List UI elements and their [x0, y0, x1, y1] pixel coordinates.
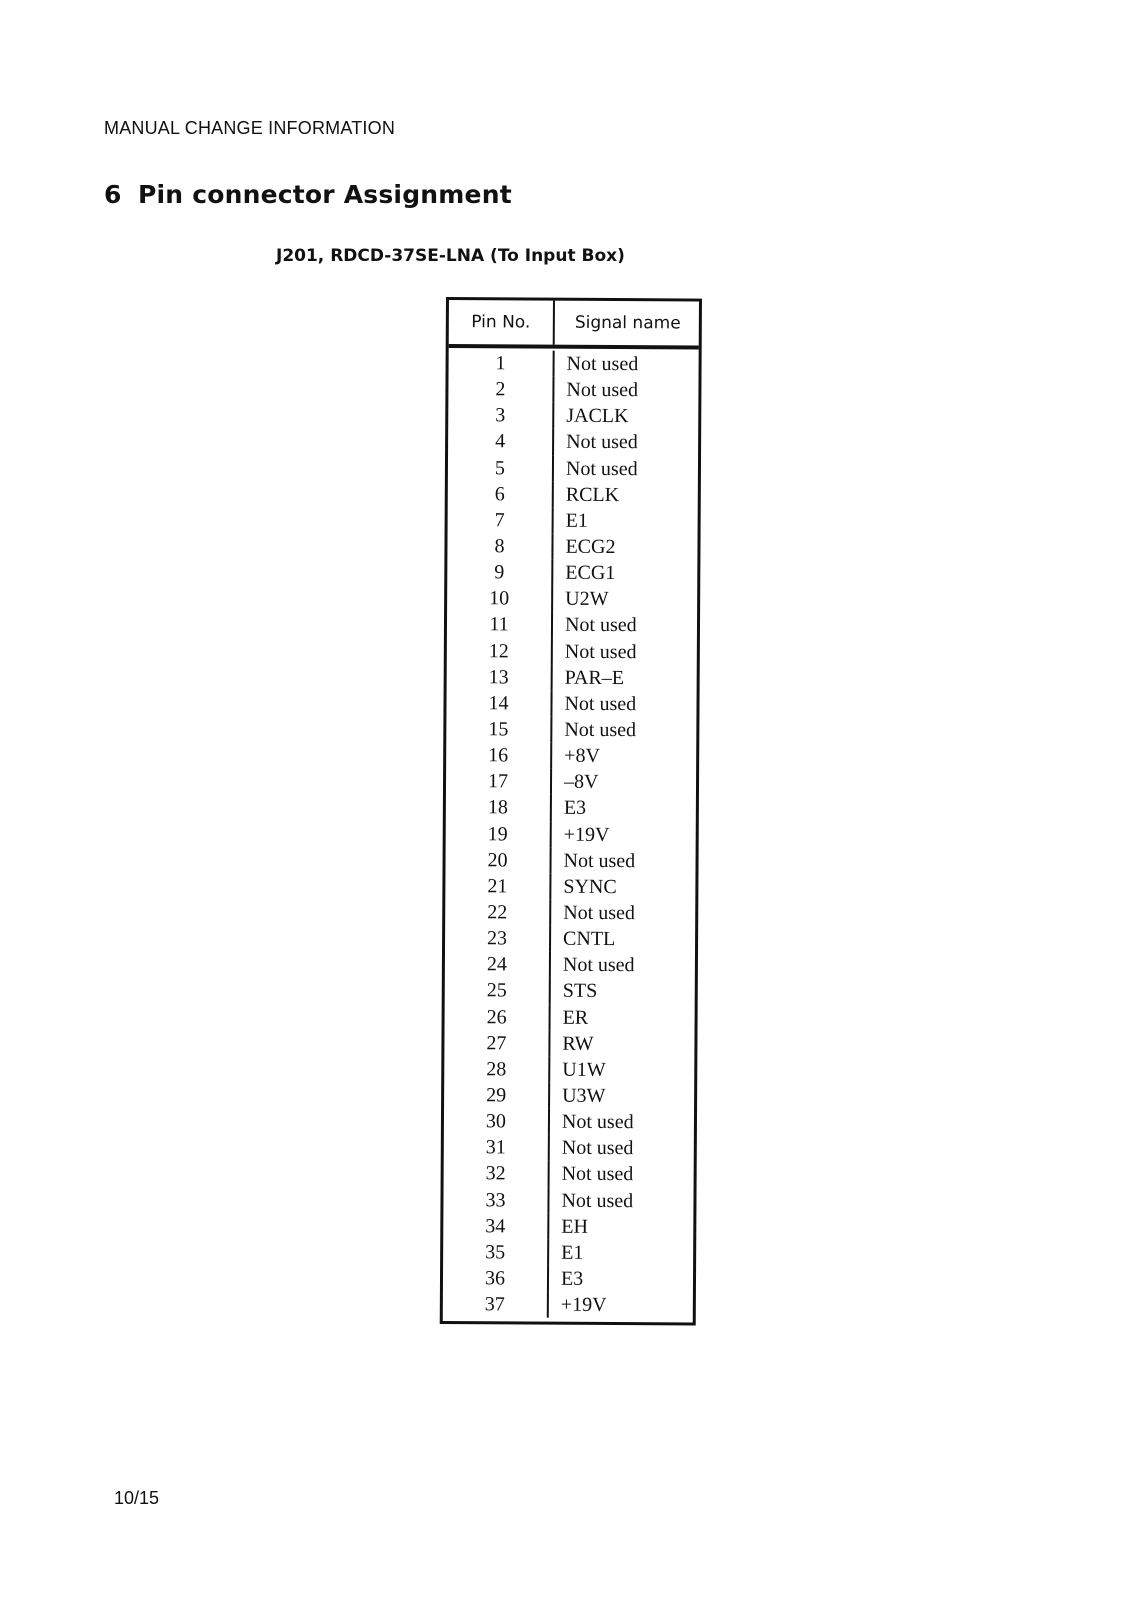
pin-number-cell: 16 [446, 742, 552, 769]
table-row [446, 716, 696, 744]
table-row [443, 1265, 693, 1293]
pin-number-cell: 34 [443, 1213, 549, 1240]
table-row [445, 847, 695, 875]
signal-name-cell: U2W [565, 587, 609, 611]
signal-name-cell: U1W [562, 1058, 606, 1081]
table-row [444, 1134, 694, 1162]
pin-number-cell: 17 [446, 768, 552, 795]
pin-number-cell: 30 [444, 1108, 550, 1135]
signal-name-cell: EH [561, 1215, 589, 1238]
pin-number-cell: 37 [443, 1291, 549, 1318]
table-row [448, 376, 698, 404]
section-heading [104, 180, 512, 209]
pin-number-cell: 20 [445, 847, 551, 874]
pin-number-cell: 27 [444, 1030, 550, 1057]
page-header: MANUAL CHANGE INFORMATION [104, 118, 396, 138]
pin-number-cell: 4 [448, 428, 554, 455]
table-row [446, 794, 696, 822]
signal-name-cell: Not used [565, 457, 638, 480]
signal-name-cell: RW [562, 1032, 594, 1055]
table-row [447, 559, 697, 587]
table-row [446, 742, 696, 770]
pin-number-cell: 23 [445, 925, 551, 952]
table-row [447, 638, 697, 666]
table-row [446, 690, 696, 718]
signal-name-cell: Not used [561, 1163, 634, 1186]
table-row [448, 428, 698, 456]
signal-name-cell: Not used [564, 692, 637, 715]
signal-name-cell: ECG1 [565, 561, 616, 585]
pin-number-cell: 32 [444, 1160, 550, 1187]
pin-number-cell: 35 [443, 1239, 549, 1266]
signal-name-cell: –8V [563, 770, 599, 794]
pin-number-cell: 8 [447, 533, 553, 560]
signal-name-cell: U3W [562, 1084, 606, 1107]
signal-name-cell: E1 [565, 509, 588, 532]
pin-number-cell: 7 [448, 507, 554, 534]
signal-name-cell: Not used [566, 378, 639, 402]
table-row [449, 350, 699, 378]
pin-number-cell: 12 [447, 638, 553, 665]
signal-name-cell: Not used [561, 1136, 634, 1160]
signal-name-cell: PAR–E [564, 666, 625, 689]
column-header-signal-name: Signal name [574, 312, 681, 334]
table-row [444, 1030, 694, 1058]
pin-number-cell: 10 [447, 585, 553, 612]
table-row [443, 1187, 693, 1215]
pin-number-cell: 28 [444, 1056, 550, 1083]
table-row [447, 533, 697, 561]
pin-number-cell: 6 [448, 481, 554, 508]
section-title: Pin connector Assignment [138, 180, 512, 209]
connector-subtitle: J201, RDCD-37SE-LNA (To Input Box) [276, 246, 625, 266]
signal-name-cell: Not used [563, 849, 636, 872]
pin-number-cell: 31 [444, 1134, 550, 1161]
pin-number-cell: 15 [446, 716, 552, 743]
table-row [444, 1108, 694, 1136]
table-row [448, 455, 698, 483]
pin-number-cell: 19 [446, 821, 552, 848]
table-row [448, 481, 698, 509]
table-header-row [449, 300, 699, 350]
signal-name-cell: ECG2 [565, 535, 616, 559]
pin-number-cell: 5 [448, 455, 554, 482]
pin-number-cell: 13 [447, 664, 553, 691]
pin-number-cell: 25 [445, 977, 551, 1004]
pin-number-cell: 26 [445, 1004, 551, 1031]
table-row [445, 977, 695, 1005]
signal-name-cell: +8V [564, 744, 601, 768]
pin-number-cell: 11 [447, 611, 553, 638]
table-row [446, 768, 696, 796]
signal-name-cell: Not used [564, 718, 637, 742]
section-number: 6 [104, 180, 122, 209]
pin-number-cell: 33 [443, 1187, 549, 1214]
table-row [445, 951, 695, 979]
pin-number-cell: 36 [443, 1265, 549, 1292]
pin-number-cell: 22 [445, 899, 551, 926]
signal-name-cell: +19V [560, 1293, 607, 1317]
table-row [445, 1004, 695, 1032]
pin-number-cell: 14 [446, 690, 552, 717]
table-row [444, 1082, 694, 1110]
pin-number-cell: 18 [446, 794, 552, 821]
table-row [448, 507, 698, 535]
signal-name-cell: Not used [564, 614, 637, 637]
signal-name-cell: Not used [566, 352, 639, 376]
signal-name-cell: E1 [561, 1241, 584, 1264]
table-row [444, 1160, 694, 1188]
signal-name-cell: Not used [561, 1110, 634, 1134]
pin-number-cell: 24 [445, 951, 551, 978]
signal-name-cell: STS [562, 980, 598, 1003]
pin-number-cell: 21 [445, 873, 551, 900]
table-row [444, 1056, 694, 1084]
signal-name-cell: Not used [566, 431, 638, 454]
table-row [443, 1291, 693, 1319]
signal-name-cell: E3 [563, 797, 587, 820]
table-row [443, 1239, 693, 1267]
table-row [443, 1213, 693, 1241]
table-row [447, 664, 697, 692]
signal-name-cell: SYNC [563, 875, 617, 898]
table-row [447, 585, 697, 613]
table-body [443, 348, 699, 1323]
signal-name-cell: +19V [563, 823, 610, 846]
column-header-pin-no: Pin No. [449, 300, 555, 345]
signal-name-cell: RCLK [565, 483, 620, 506]
table-row [447, 611, 697, 639]
pin-number-cell: 3 [448, 402, 554, 429]
signal-name-cell: Not used [562, 953, 635, 977]
signal-name-cell: CNTL [563, 927, 616, 951]
pin-number-cell: 29 [444, 1082, 550, 1109]
signal-name-cell: JACLK [566, 405, 629, 428]
signal-name-cell: Not used [561, 1189, 634, 1212]
signal-name-cell: E3 [560, 1267, 584, 1290]
table-row [446, 821, 696, 849]
pin-number-cell: 2 [448, 376, 554, 403]
pin-number-cell: 9 [447, 559, 553, 586]
pin-number-cell: 1 [449, 350, 555, 377]
signal-name-cell: ER [562, 1006, 589, 1029]
signal-name-cell: Not used [564, 640, 637, 663]
table-row [445, 925, 695, 953]
table-row [448, 402, 698, 430]
pin-assignment-table [440, 297, 702, 1326]
page-number: 10/15 [114, 1488, 160, 1508]
table-row [445, 899, 695, 927]
table-row [445, 873, 695, 901]
signal-name-cell: Not used [563, 901, 635, 925]
